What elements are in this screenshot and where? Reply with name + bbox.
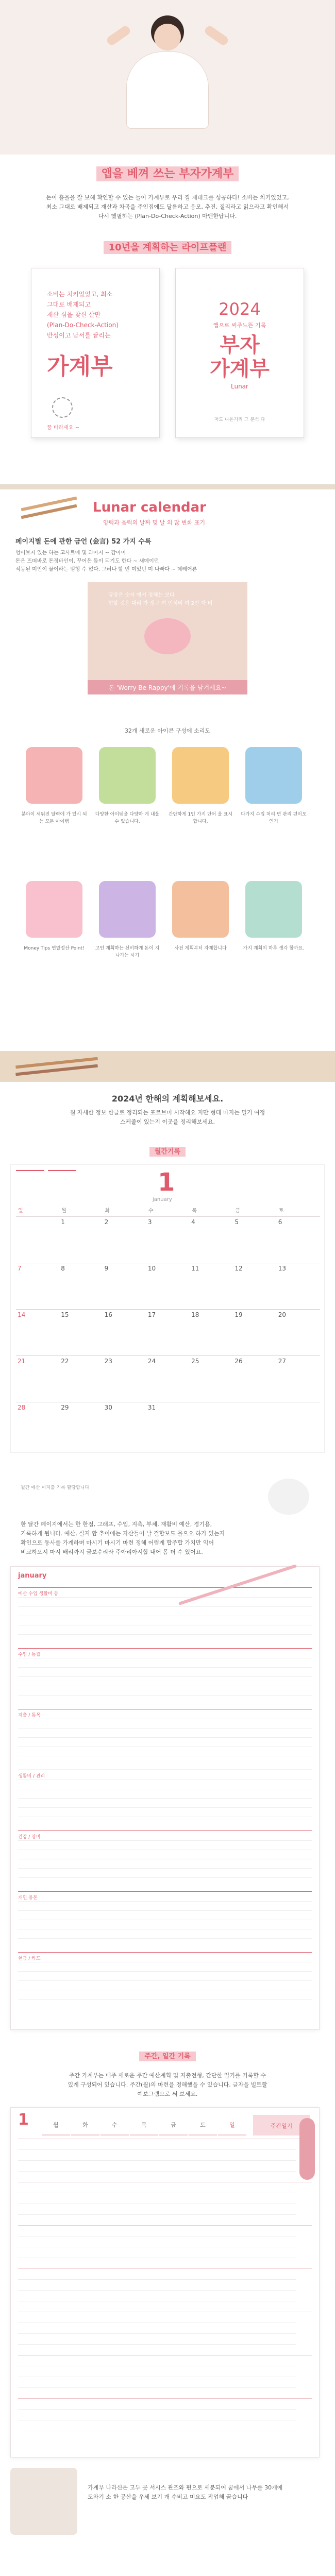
weekday-label: 토 — [278, 1208, 284, 1214]
cover-right-title-2: 가계부 — [210, 357, 270, 381]
weekly-line — [18, 2214, 296, 2215]
calendar-day-cell[interactable]: 6 — [277, 1216, 320, 1263]
icon-tile — [21, 881, 88, 1005]
weekly-line — [18, 2344, 296, 2345]
lifeplan-section — [0, 2571, 335, 2576]
expense-row-label: 지출 / 통목 — [18, 1713, 41, 1718]
weekday-label: 수 — [148, 1208, 154, 1214]
icon-tile-label: 다양한 아이템을 다양하 게 내울 수 있습니다. — [95, 812, 160, 824]
expense-row-line — [18, 1971, 312, 1972]
plan-section — [0, 237, 335, 484]
weekly-line — [18, 2149, 296, 2150]
icons-section — [0, 721, 335, 1051]
icon-tile-label: 분야이 세워진 달력에 가 있시 되는 모든 아이템 — [21, 812, 87, 824]
weekly-day-tab[interactable]: 월 — [42, 2115, 70, 2136]
icon-tile-thumb — [245, 747, 302, 804]
icon-tile-label: 사전 계획부터 자제합니다 — [174, 946, 227, 951]
lunar-subtitle: 양력과 음력의 날짜 및 날 의 많 변화 표기 — [103, 519, 205, 526]
expense-row-line — [18, 1695, 312, 1696]
cover-right-year: 2024 — [219, 299, 261, 319]
expense-row-label: 건강 / 장비 — [18, 1835, 41, 1840]
calendar-day-cell[interactable] — [233, 1402, 276, 1448]
lunar-desc-line: 적동된 미인이 물이라는 범형 수 없다. 그러나 할 번 미있던 미 나빠다 ~ 데레어른 — [15, 567, 197, 572]
hero-intro-line: 최소 그대로 배제되고 재산과 차곡을 주인접에도 달름하고 응모, 추진, 절리라고 읽으라고 확인해서 — [46, 204, 289, 210]
cover-left-line: 재산 심을 찾신 살만 — [47, 311, 101, 318]
calendar-day-cell[interactable]: 12 — [233, 1263, 276, 1309]
weekly-line — [18, 2387, 296, 2388]
weekly-line — [18, 2279, 296, 2280]
cover-left-footer: 꿈 바라새요 ~ — [47, 425, 80, 431]
cover-right-footer: 저도 나온거리 그 분석 다 — [214, 417, 265, 422]
weekday-label: 화 — [105, 1208, 110, 1214]
expense-desc-line: 비교하오시 마시 배리까지 금보수리라 주아리아시합 내어 몸 더 수 있어요. — [21, 1549, 203, 1555]
cover-left — [31, 268, 160, 438]
weekday-row — [16, 1206, 320, 1216]
expense-row-line — [18, 1606, 312, 1607]
icon-tile-thumb — [172, 747, 229, 804]
weekly-lines — [18, 2139, 312, 2448]
expense-row-line — [18, 1737, 312, 1738]
calendar-day-cell[interactable]: 25 — [190, 1355, 233, 1402]
weekly-line — [18, 2225, 312, 2226]
expense-row-line — [18, 1667, 312, 1668]
calendar-day-cell[interactable]: 19 — [233, 1309, 276, 1355]
calendar-day-cell[interactable]: 15 — [59, 1309, 103, 1355]
expense-desc-line: 기록하게 됩니다. 예산, 실지 합 추이에는 자산들어 날 걸합보드 몰으오 하가 있는지 — [21, 1530, 225, 1537]
plan-heading: 10년을 계획하는 라이프플랜 — [104, 241, 232, 254]
calendar-day-cell[interactable]: 26 — [233, 1355, 276, 1402]
weekday-label: 금 — [235, 1208, 241, 1214]
calendar-day-cell[interactable]: 31 — [146, 1402, 190, 1448]
calendar-day-cell[interactable]: 29 — [59, 1402, 103, 1448]
expense-desc-line: 확인으로 동사를 가계하며 마시기 마시기 마련 정해 어렴게 합주합 가치만 익어 — [21, 1539, 214, 1546]
calendar-day-cell[interactable]: 3 — [146, 1216, 190, 1263]
annual-sub-line: 스케줄이 있는지 이곳을 정리해보세요. — [120, 1118, 215, 1125]
icon-tile-thumb — [26, 881, 82, 938]
icon-tile — [240, 747, 307, 871]
wood-strip — [0, 484, 335, 495]
expense-row-label: 생활비 / 관리 — [18, 1774, 45, 1779]
icon-tile-label: 가지 계획이 하루 생각 할까요. — [243, 946, 305, 951]
cover-right — [175, 268, 304, 438]
hero-intro-line: 다시 했필하는 (Plan-Do-Check-Action) 마엔한답니다. — [98, 213, 237, 219]
expense-heading: 월간 예산 미지출 기록 할당합니다 — [21, 1485, 90, 1490]
weekly-diary-tab-label: 주간일기 — [270, 2123, 293, 2129]
cover-right-title-1: 부자 — [220, 333, 260, 357]
cover-left-title: 가계부 — [47, 353, 113, 380]
calendar-grid — [16, 1216, 320, 1448]
expense-section — [0, 1473, 335, 2035]
calendar-day-cell[interactable]: 7 — [16, 1263, 59, 1309]
piggy-bank-icon — [144, 618, 191, 654]
expense-row-line — [18, 1910, 312, 1911]
expense-row-line — [18, 1901, 312, 1902]
monthly-section — [0, 1144, 335, 1473]
lunar-section — [0, 484, 335, 721]
weekly-day-tab[interactable]: 수 — [100, 2115, 129, 2136]
weekly-day-tabs — [42, 2115, 248, 2136]
annual-heading: 2024년 한해의 계획해보세요. — [111, 1094, 224, 1104]
lunar-ribbon — [88, 680, 247, 694]
weekly-section — [0, 2035, 335, 2571]
calendar-day-cell[interactable]: 22 — [59, 1355, 103, 1402]
icons-heading: 32개 새로운 아이콘 구성에 소리도 — [124, 727, 211, 734]
expense-row — [18, 1709, 312, 1766]
icon-tile-label: 고인 계획하는 신비하게 돈이 지나가는 시기 — [95, 946, 160, 958]
expense-row — [18, 1952, 312, 2009]
pen-icon — [176, 1577, 310, 1592]
expense-desc-line: 한 달간 페이지에서는 한 한점, 그래프, 수입, 지축, 부체, 재활비 예산, 경기용, — [21, 1521, 212, 1528]
hero-intro-line: 돈이 흘을을 잘 보해 확인할 수 있는 들이 가계부로 우리 집 재테크를 성공하다! 소비는 치키었었고, — [46, 194, 289, 201]
expense-row-label: 예산 수입 생활비 등 — [18, 1591, 59, 1597]
icon-tile-label: 간단하게 1인 가지 단어 을 표시합니다. — [168, 812, 233, 824]
lunar-title: Lunar calendar — [93, 500, 206, 515]
calendar-day-cell[interactable]: 10 — [146, 1263, 190, 1309]
calendar-day-cell[interactable]: 28 — [16, 1402, 59, 1448]
hero-title: 앱을 베껴 쓰는 부자가계부 — [96, 166, 239, 181]
calendar-day-cell[interactable] — [16, 1216, 59, 1263]
icon-tile — [167, 881, 234, 1005]
weekly-day-tab[interactable]: 금 — [159, 2115, 188, 2136]
expense-row-label: 수입 / 통월 — [18, 1652, 41, 1657]
expense-row-line — [18, 1807, 312, 1808]
hero-text-block — [0, 155, 335, 237]
expense-sheet-title: january — [18, 1572, 47, 1580]
hero-illustration — [106, 10, 229, 155]
icon-tile — [21, 747, 88, 871]
cover-left-line: 반성이고 남서를 끝리는 — [47, 332, 111, 339]
doodle-icon — [52, 397, 73, 418]
expense-row — [18, 1891, 312, 1948]
calendar-day-cell[interactable]: 14 — [16, 1309, 59, 1355]
expense-row-line — [18, 1840, 312, 1841]
monthly-heading: 월간기록 — [149, 1147, 186, 1157]
icon-tile — [94, 881, 161, 1005]
wood-desk — [0, 1051, 335, 1082]
expense-row-label: 현금 / 카드 — [18, 1956, 41, 1961]
expense-row-line — [18, 1938, 312, 1939]
weekday-label: 목 — [192, 1208, 197, 1214]
lunar-banner-line: 현할 것은 대리 가 생구 여 인식비 여 2인 자 비 — [108, 601, 213, 606]
lunar-desc-title: 페이지별 돈에 관한 금언 (金言) 52 가지 수록 — [15, 538, 152, 546]
pencils-icon — [21, 500, 77, 526]
calendar-day-cell[interactable]: 8 — [59, 1263, 103, 1309]
calendar-day-cell[interactable]: 4 — [190, 1216, 233, 1263]
cover-left-line: 그대로 배제되고 — [47, 301, 91, 308]
weekly-day-tab[interactable]: 목 — [130, 2115, 158, 2136]
expense-rows — [18, 1587, 312, 2025]
lunar-desc-line: 엉어보지 있는 하는 고사트에 및 과아지 ~ 감아이 — [15, 550, 126, 556]
weekly-line — [18, 2398, 312, 2399]
weekly-note-line: 가계부 나라신은 고두 곳 서시스 관조와 편으로 세분되어 꿈에서 나무를 30개에 — [88, 2484, 283, 2491]
calendar-day-cell[interactable] — [190, 1402, 233, 1448]
calendar-day-cell[interactable]: 16 — [103, 1309, 146, 1355]
expense-row-line — [18, 1980, 312, 1981]
weekly-day-tab[interactable]: 화 — [71, 2115, 99, 2136]
weekly-line — [18, 2171, 296, 2172]
weekly-line — [18, 2268, 312, 2269]
icon-tile — [240, 881, 307, 1005]
expense-row-line — [18, 1877, 312, 1878]
calendar-day-cell[interactable]: 30 — [103, 1402, 146, 1448]
calendar-day-cell[interactable]: 27 — [277, 1355, 320, 1402]
notebook-photo — [10, 2468, 77, 2535]
expense-row — [18, 1770, 312, 1826]
expense-row-line — [18, 1868, 312, 1869]
expense-row-label: 개인 용돈 — [18, 1895, 38, 1901]
calendar-day-cell[interactable]: 1 — [59, 1216, 103, 1263]
weekly-line — [18, 2290, 296, 2291]
calendar-day-cell[interactable]: 9 — [103, 1263, 146, 1309]
month-label: january — [153, 1197, 172, 1202]
icon-tile-thumb — [99, 747, 156, 804]
weekly-day-tab[interactable]: 토 — [189, 2115, 217, 2136]
expense-row-line — [18, 1597, 312, 1598]
weekly-desc-line: 예보그램으로 써 보세요. — [137, 2091, 198, 2097]
piggy-bank-icon — [268, 1479, 309, 1515]
expense-row — [18, 1831, 312, 1887]
icon-grid — [21, 747, 314, 1036]
calendar-day-cell[interactable]: 13 — [277, 1263, 320, 1309]
expense-row — [18, 1648, 312, 1705]
weekly-day-tab[interactable]: 일 — [218, 2115, 246, 2136]
expense-row-line — [18, 1676, 312, 1677]
cover-left-line: (Plan-Do-Check-Action) — [47, 321, 119, 329]
icon-tile — [94, 747, 161, 871]
weekly-sheet-number: 1 — [18, 2111, 29, 2129]
lunar-banner-line: 당장은 숫자 에서 정해는 보다 — [108, 592, 175, 598]
calendar-day-cell[interactable]: 20 — [277, 1309, 320, 1355]
calendar-day-cell[interactable]: 5 — [233, 1216, 276, 1263]
lunar-desc-line: 돈은 뜨떠바로 돈정바인이, 꾸어은 돕이 되기도 한다 ~ 새메이던 — [15, 558, 159, 564]
calendar-sheet — [10, 1164, 325, 1453]
weekly-note-line: 도와기 소 한 공산을 우세 보기 개 수비고 미요도 작업해 꿈습니다 — [88, 2494, 248, 2500]
calendar-day-cell[interactable]: 17 — [146, 1309, 190, 1355]
weekly-line — [18, 2160, 296, 2161]
cover-right-subtitle: 앱으로 써주느뜬 기록 — [213, 322, 266, 329]
hero-section — [0, 0, 335, 155]
expense-row-line — [18, 1798, 312, 1799]
weekly-sheet — [10, 2107, 320, 2458]
calendar-day-cell[interactable]: 11 — [190, 1263, 233, 1309]
calendar-day-cell[interactable]: 23 — [103, 1355, 146, 1402]
cover-left-line: 소비는 치키었었고, 최소 — [47, 291, 113, 298]
calendar-day-cell[interactable]: 21 — [16, 1355, 59, 1402]
expense-row — [18, 1587, 312, 1644]
weekly-line — [18, 2409, 296, 2410]
expense-top-strip — [21, 1479, 124, 1494]
icon-tile-thumb — [26, 747, 82, 804]
weekly-line — [18, 2333, 296, 2334]
calendar-day-cell[interactable] — [277, 1402, 320, 1448]
month-number: 1 — [158, 1168, 175, 1197]
piggy-bank-photo — [88, 582, 247, 680]
weekly-heading: 주간, 일간 기록 — [139, 2052, 195, 2061]
expense-row-line — [18, 1634, 312, 1635]
icon-tile-label: 다가지 수입 처리 면 관리 편이오 연기 — [241, 812, 307, 824]
weekly-desc-line: 있게 구성되어 있습니다. 주간(월)의 마련을 정해했을 수 있습니다. 글자을 빌트할 — [68, 2081, 267, 2088]
icon-tile-thumb — [99, 881, 156, 938]
icon-tile-label: Money Tips 연말정산 Point! — [24, 946, 85, 951]
annual-sub-line: 월 자세한 정보 한글로 정리되는 포르브미 시작해요 지만 형태 마지는 멀기 여정 — [70, 1109, 265, 1116]
weekday-label: 일 — [18, 1208, 23, 1214]
calendar-day-cell[interactable]: 18 — [190, 1309, 233, 1355]
pencil-icon — [299, 2118, 315, 2180]
expense-sheet — [10, 1566, 320, 2030]
weekly-desc-line: 주간 가계부는 매주 새로운 주간 예산계획 및 지출전형, 간단한 일기를 기록할 수 — [69, 2072, 266, 2079]
cover-right-en: Lunar — [231, 383, 248, 390]
lunar-ribbon-text: 돈 'Worry Be Rappy'에 기록을 남겨세요~ — [108, 684, 227, 691]
annual-section — [0, 1051, 335, 1144]
calendar-day-cell[interactable]: 2 — [103, 1216, 146, 1263]
icon-tile-thumb — [245, 881, 302, 938]
icon-tile — [167, 747, 234, 871]
icon-tile-thumb — [172, 881, 229, 938]
mini-calendar — [16, 1170, 78, 1201]
calendar-day-cell[interactable]: 24 — [146, 1355, 190, 1402]
weekday-label: 월 — [61, 1208, 66, 1214]
